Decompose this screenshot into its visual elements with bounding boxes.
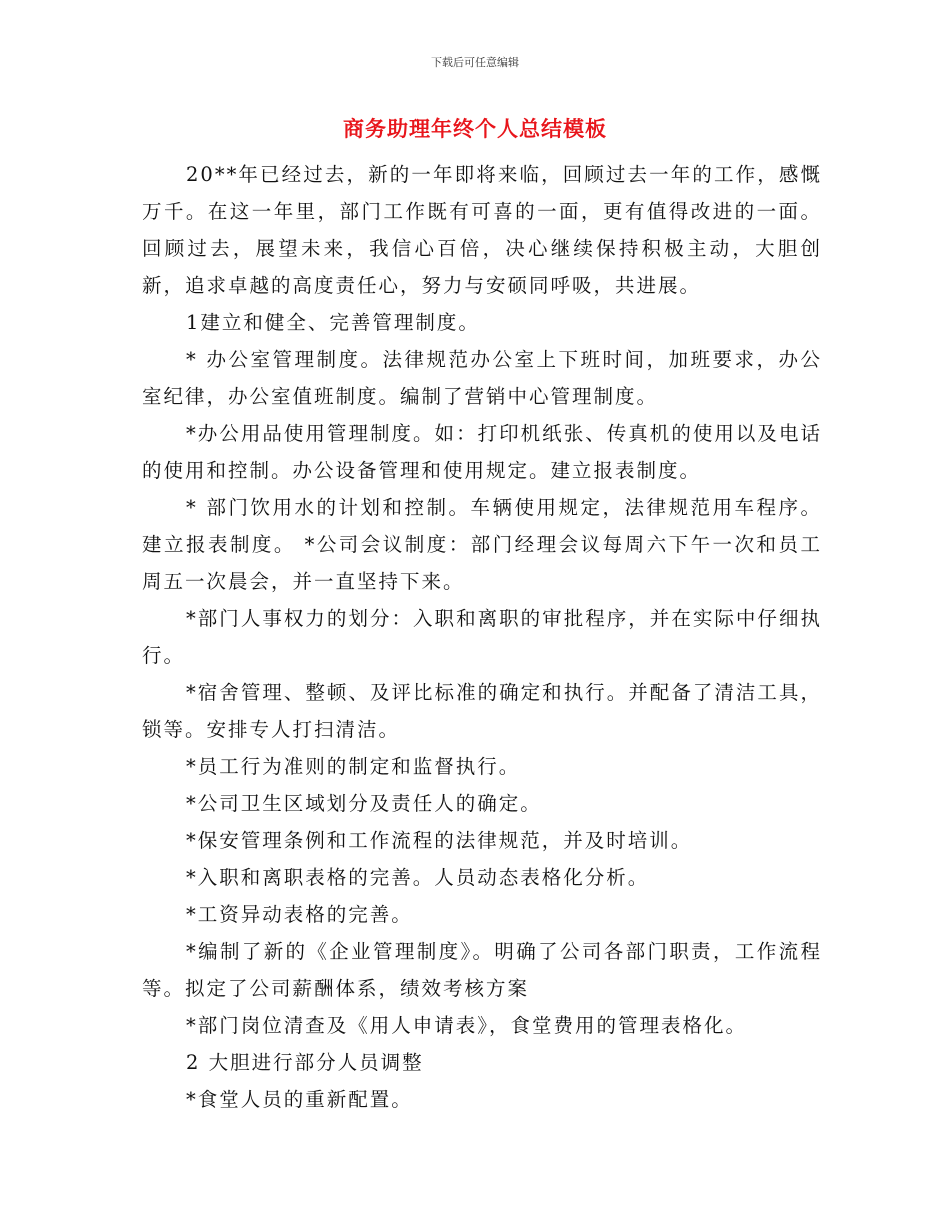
paragraph-hygiene: *公司卫生区域划分及责任人的确定。 [186, 792, 542, 815]
paragraph-office-rules: * 办公室管理制度。法律规范办公室上下班时间，加班要求，办公室纪律，办公室值班制度。编制了营销中心管理制度。 [142, 348, 822, 408]
section-heading-2: 2 大胆进行部分人员调整 [186, 1051, 424, 1074]
paragraph-management-system: *编制了新的《企业管理制度》。明确了公司各部门职责，工作流程等。拟定了公司薪酬体系，绩效考核方案 [142, 940, 822, 1000]
paragraph-conduct: *员工行为准则的制定和监督执行。 [186, 755, 521, 778]
paragraph-positions: *部门岗位清查及《用人申请表》，食堂费用的管理表格化。 [186, 1014, 748, 1037]
paragraph-intro: 20**年已经过去，新的一年即将来临，回顾过去一年的工作，感慨万千。在这一年里，部门工作既有可喜的一面，更有值得改进的一面。回顾过去，展望未来，我信心百倍，决心继续保持积极主动，大胆创新，追求卓越的高度责任心，努力与安硕同呼吸，共进展。 [142, 163, 822, 297]
document-title: 商务助理年终个人总结模板 [343, 117, 607, 141]
document-body [142, 156, 822, 1118]
section-heading-1: 1建立和健全、完善管理制度。 [186, 311, 480, 334]
paragraph-hr-authority: *部门人事权力的划分：入职和离职的审批程序，并在实际中仔细执行。 [142, 607, 822, 667]
paragraph-office-supplies: *办公用品使用管理制度。如：打印机纸张、传真机的使用以及电话的使用和控制。办公设备管理和使用规定。建立报表制度。 [142, 422, 822, 482]
paragraph-water-vehicles: * 部门饮用水的计划和控制。车辆使用规定，法律规范用车程序。建立报表制度。 *公司会议制度：部门经理会议每周六下午一次和员工周五一次晨会，并一直坚持下来。 [142, 496, 822, 593]
paragraph-canteen: *食堂人员的重新配置。 [186, 1088, 413, 1111]
paragraph-forms: *入职和离职表格的完善。人员动态表格化分析。 [186, 866, 650, 889]
paragraph-dormitory: *宿舍管理、整顿、及评比标准的确定和执行。并配备了清洁工具，锁等。安排专人打扫清洁。 [142, 681, 822, 741]
paragraph-security: *保安管理条例和工作流程的法律规范，并及时培训。 [186, 829, 693, 852]
header-note: 下载后可任意编辑 [431, 56, 519, 69]
paragraph-payroll: *工资异动表格的完善。 [186, 903, 413, 926]
